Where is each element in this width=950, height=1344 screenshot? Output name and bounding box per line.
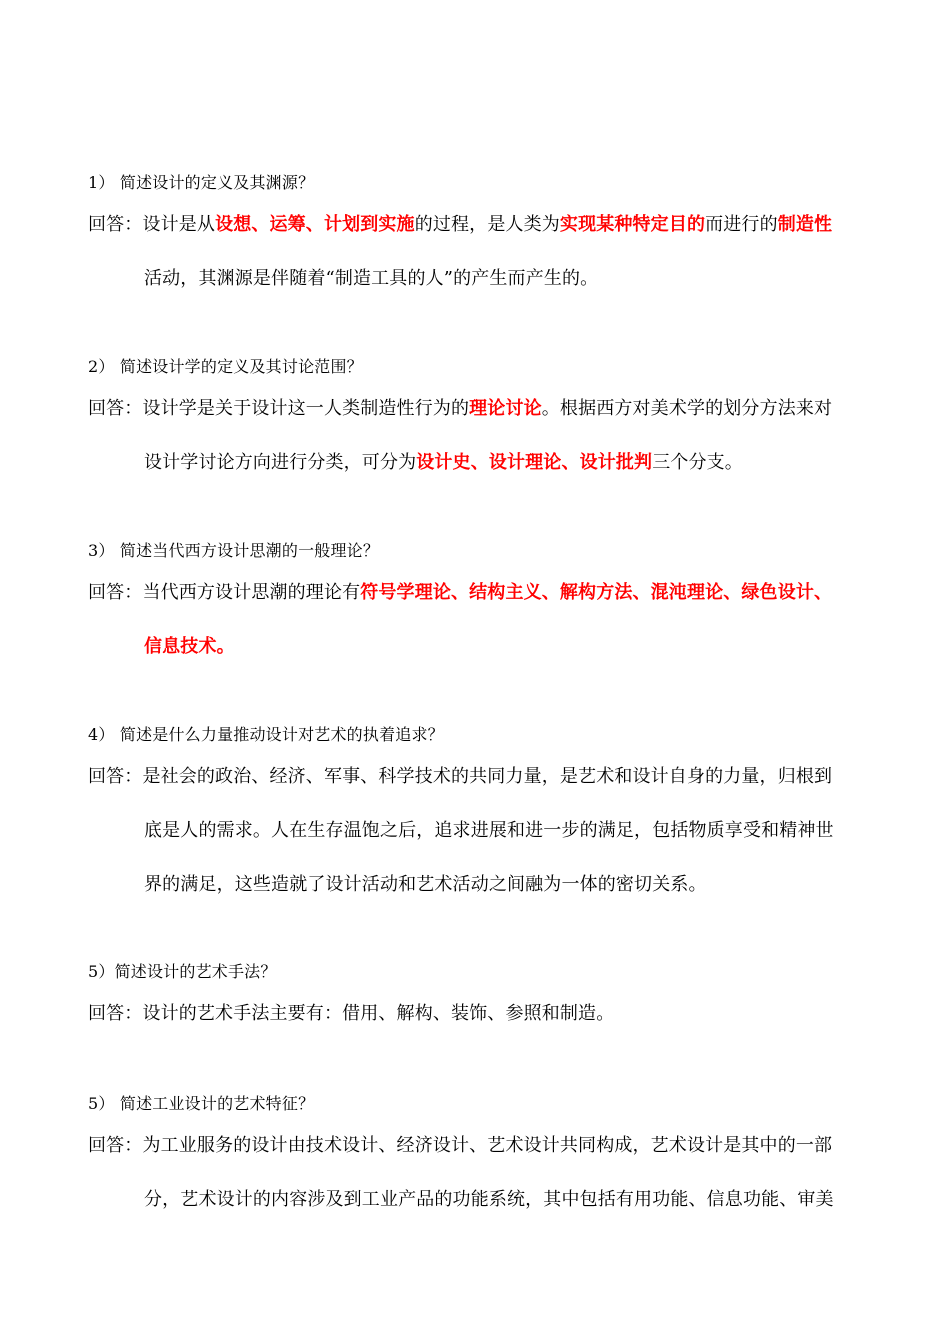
answer-segment: 设计学讨论方向进行分类，可分为 [144, 452, 417, 473]
qa-block-3 [88, 541, 878, 691]
answer-segment: 。根据西方对美术学的划分方法来对 [541, 398, 833, 419]
answer-segment: 回答：为工业服务的设计由技术设计、经济设计、艺术设计共同构成，艺术设计是其中的一部 [88, 1135, 833, 1156]
answer-segment: 活动，其渊源是伴随着“制造工具的人”的产生而产生的。 [144, 268, 599, 289]
question-text: 1） 简述设计的定义及其渊源？ [88, 173, 315, 192]
qa-block-1 [88, 173, 878, 323]
question-text: 5）简述设计的艺术手法？ [88, 962, 277, 981]
question-text: 3） 简述当代西方设计思潮的一般理论？ [88, 541, 380, 560]
answer-segment: 回答：设计学是关于设计这一人类制造性行为的 [88, 398, 470, 419]
answer-segment: 回答：设计是从 [88, 214, 216, 235]
qa-block-4 [88, 725, 878, 929]
answer-line [88, 821, 878, 875]
answer-line [88, 1190, 878, 1244]
answer-segment: 分，艺术设计的内容涉及到工业产品的功能系统，其中包括有用功能、信息功能、审美 [144, 1189, 834, 1210]
answer-text [88, 215, 878, 323]
qa-block-6 [88, 1094, 878, 1244]
qa-block-5 [88, 962, 878, 1058]
answer-segment: 回答：当代西方设计思潮的理论有 [88, 582, 361, 603]
question-text: 5） 简述工业设计的艺术特征？ [88, 1094, 315, 1113]
highlighted-term: 制造性 [777, 214, 833, 235]
answer-segment: 回答：设计的艺术手法主要有：借用、解构、装饰、参照和制造。 [88, 1003, 615, 1024]
answer-segment: 的过程，是人类为 [414, 214, 560, 235]
highlighted-term: 设计史、设计理论、设计批判 [416, 452, 653, 473]
highlighted-term: 理论讨论 [469, 398, 542, 419]
answer-text [88, 583, 878, 691]
highlighted-term: 设想、运筹、计划到实施 [215, 214, 415, 235]
highlighted-term: 实现某种特定目的 [559, 214, 706, 235]
answer-line [88, 399, 878, 453]
answer-line [88, 767, 878, 821]
answer-line [88, 453, 878, 507]
answer-segment: 而进行的 [705, 214, 778, 235]
answer-line [88, 269, 878, 323]
answer-line [88, 215, 878, 269]
answer-segment: 界的满足，这些造就了设计活动和艺术活动之间融为一体的密切关系。 [144, 874, 707, 895]
qa-block-2 [88, 357, 878, 507]
answer-line [88, 875, 878, 929]
answer-text [88, 767, 878, 929]
answer-line [88, 637, 878, 691]
question-text: 4） 简述是什么力量推动设计对艺术的执着追求？ [88, 725, 444, 744]
answer-segment: 底是人的需求。人在生存温饱之后，追求进展和进一步的满足，包括物质享受和精神世 [144, 820, 834, 841]
answer-line [88, 1136, 878, 1190]
answer-line [88, 583, 878, 637]
highlighted-term: 符号学理论、结构主义、解构方法、混沌理论、绿色设计、 [360, 582, 833, 603]
answer-segment: 回答：是社会的政治、经济、军事、科学技术的共同力量，是艺术和设计自身的力量，归根到 [88, 766, 833, 787]
highlighted-term: 信息技术。 [144, 636, 235, 657]
answer-text [88, 1004, 878, 1058]
answer-segment: 三个分支。 [652, 452, 743, 473]
answer-line [88, 1004, 878, 1058]
answer-text [88, 399, 878, 507]
question-text: 2） 简述设计学的定义及其讨论范围？ [88, 357, 363, 376]
answer-text [88, 1136, 878, 1244]
